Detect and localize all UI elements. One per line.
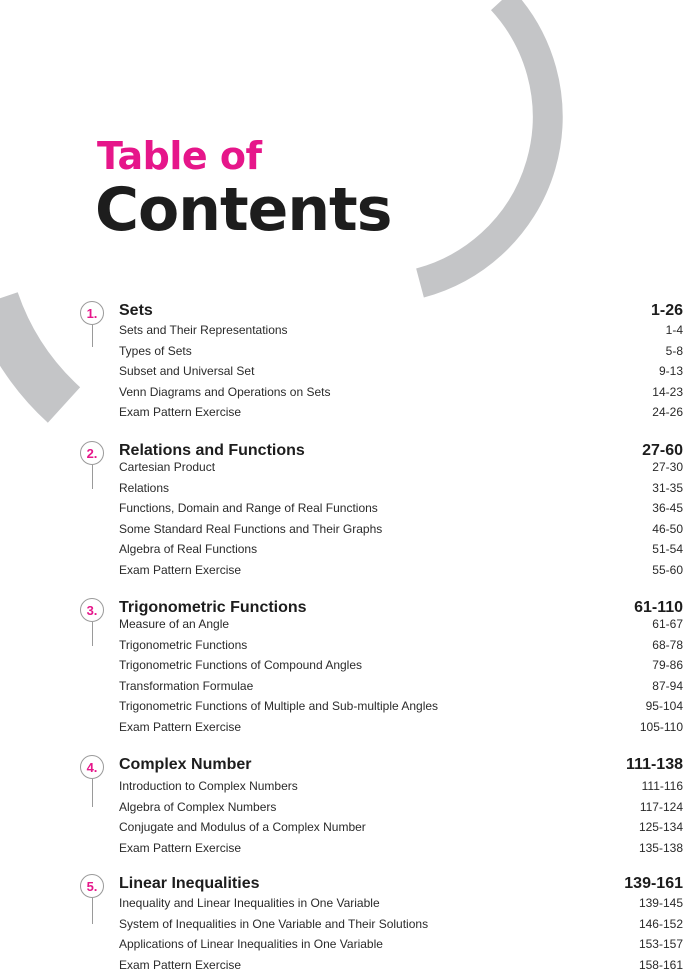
topic-name: Exam Pattern Exercise: [119, 563, 241, 577]
topic-list: [119, 323, 683, 426]
chapter-connector-line: [92, 465, 93, 489]
title-line-1: Table of: [97, 137, 262, 175]
topic-pages: 79-86: [652, 658, 683, 672]
chapter-page-range: 61-110: [634, 599, 683, 617]
topic-item[interactable]: [119, 542, 683, 563]
chapter-number-badge: 1.: [80, 301, 104, 325]
topic-item[interactable]: [119, 841, 683, 862]
chapter-connector-line: [92, 898, 93, 924]
topic-item[interactable]: [119, 617, 683, 638]
topic-name: Cartesian Product: [119, 460, 215, 474]
topic-item[interactable]: [119, 679, 683, 700]
topic-pages: 14-23: [652, 385, 683, 399]
topic-pages: 1-4: [666, 323, 683, 337]
topic-name: Exam Pattern Exercise: [119, 405, 241, 419]
chapter-number-badge: 5.: [80, 874, 104, 898]
topic-pages: 95-104: [646, 699, 683, 713]
chapter-number-badge: 4.: [80, 755, 104, 779]
chapter-title[interactable]: Sets: [119, 302, 153, 320]
topic-name: Exam Pattern Exercise: [119, 720, 241, 734]
topic-pages: 36-45: [652, 501, 683, 515]
topic-pages: 27-30: [652, 460, 683, 474]
topic-item[interactable]: [119, 820, 683, 841]
topic-pages: 153-157: [639, 937, 683, 951]
topic-item[interactable]: [119, 501, 683, 522]
topic-pages: 24-26: [652, 405, 683, 419]
topic-item[interactable]: [119, 779, 683, 800]
topic-pages: 135-138: [639, 841, 683, 855]
left-arc: [0, 300, 64, 405]
topic-name: Functions, Domain and Range of Real Functions: [119, 501, 378, 515]
chapter-page-range: 111-138: [626, 756, 683, 774]
topic-name: Measure of an Angle: [119, 617, 229, 631]
topic-pages: 46-50: [652, 522, 683, 536]
chapter-title[interactable]: Relations and Functions: [119, 442, 305, 460]
topic-item[interactable]: [119, 720, 683, 741]
topic-name: Sets and Their Representations: [119, 323, 288, 337]
topic-name: Trigonometric Functions: [119, 638, 247, 652]
topic-name: Types of Sets: [119, 344, 192, 358]
topic-pages: 125-134: [639, 820, 683, 834]
topic-item[interactable]: [119, 699, 683, 720]
topic-pages: 55-60: [652, 563, 683, 577]
topic-pages: 5-8: [666, 344, 683, 358]
topic-name: Venn Diagrams and Operations on Sets: [119, 385, 330, 399]
topic-item[interactable]: [119, 323, 683, 344]
topic-item[interactable]: [119, 800, 683, 821]
topic-item[interactable]: [119, 638, 683, 659]
topic-name: System of Inequalities in One Variable and Their Solutions: [119, 917, 428, 931]
chapter-connector-line: [92, 779, 93, 807]
topic-pages: 146-152: [639, 917, 683, 931]
topic-name: Trigonometric Functions of Compound Angles: [119, 658, 362, 672]
topic-item[interactable]: [119, 385, 683, 406]
chapter-page-range: 27-60: [642, 442, 683, 460]
topic-item[interactable]: [119, 937, 683, 958]
topic-pages: 117-124: [640, 800, 683, 814]
topic-item[interactable]: [119, 364, 683, 385]
topic-pages: 31-35: [652, 481, 683, 495]
chapter-page-range: 139-161: [624, 875, 683, 893]
topic-name: Applications of Linear Inequalities in One Variable: [119, 937, 383, 951]
topic-name: Transformation Formulae: [119, 679, 253, 693]
topic-name: Trigonometric Functions of Multiple and Sub-multiple Angles: [119, 699, 438, 713]
topic-pages: 105-110: [640, 720, 683, 734]
topic-name: Subset and Universal Set: [119, 364, 254, 378]
topic-list: [119, 460, 683, 583]
topic-name: Algebra of Real Functions: [119, 542, 257, 556]
topic-item[interactable]: [119, 563, 683, 584]
topic-pages: 139-145: [639, 896, 683, 910]
chapter-title[interactable]: Linear Inequalities: [119, 875, 259, 893]
chapter-number-badge: 3.: [80, 598, 104, 622]
topic-pages: 51-54: [652, 542, 683, 556]
chapter-page-range: 1-26: [651, 302, 683, 320]
chapter-number-badge: 2.: [80, 441, 104, 465]
topic-name: Conjugate and Modulus of a Complex Number: [119, 820, 366, 834]
topic-item[interactable]: [119, 658, 683, 679]
top-right-arc: [420, 0, 548, 283]
topic-item[interactable]: [119, 344, 683, 365]
chapter-title[interactable]: Trigonometric Functions: [119, 599, 307, 617]
topic-item[interactable]: [119, 958, 683, 978]
chapter-connector-line: [92, 622, 93, 646]
topic-pages: 68-78: [652, 638, 683, 652]
chapter-title[interactable]: Complex Number: [119, 756, 251, 774]
topic-name: Introduction to Complex Numbers: [119, 779, 298, 793]
topic-pages: 158-161: [639, 958, 683, 972]
topic-item[interactable]: [119, 460, 683, 481]
topic-name: Algebra of Complex Numbers: [119, 800, 276, 814]
topic-name: Exam Pattern Exercise: [119, 841, 241, 855]
topic-pages: 61-67: [652, 617, 683, 631]
topic-pages: 9-13: [659, 364, 683, 378]
topic-name: Relations: [119, 481, 169, 495]
topic-item[interactable]: [119, 405, 683, 426]
topic-list: [119, 617, 683, 740]
topic-pages: 87-94: [652, 679, 683, 693]
topic-item[interactable]: [119, 896, 683, 917]
topic-pages: 111-116: [642, 779, 683, 793]
chapter-connector-line: [92, 325, 93, 347]
topic-name: Exam Pattern Exercise: [119, 958, 241, 972]
topic-name: Some Standard Real Functions and Their Graphs: [119, 522, 382, 536]
topic-item[interactable]: [119, 481, 683, 502]
title-line-2: Contents: [95, 180, 391, 240]
topic-name: Inequality and Linear Inequalities in One Variable: [119, 896, 380, 910]
topic-item[interactable]: [119, 522, 683, 543]
topic-list: [119, 779, 683, 861]
topic-item[interactable]: [119, 917, 683, 938]
topic-list: [119, 896, 683, 978]
